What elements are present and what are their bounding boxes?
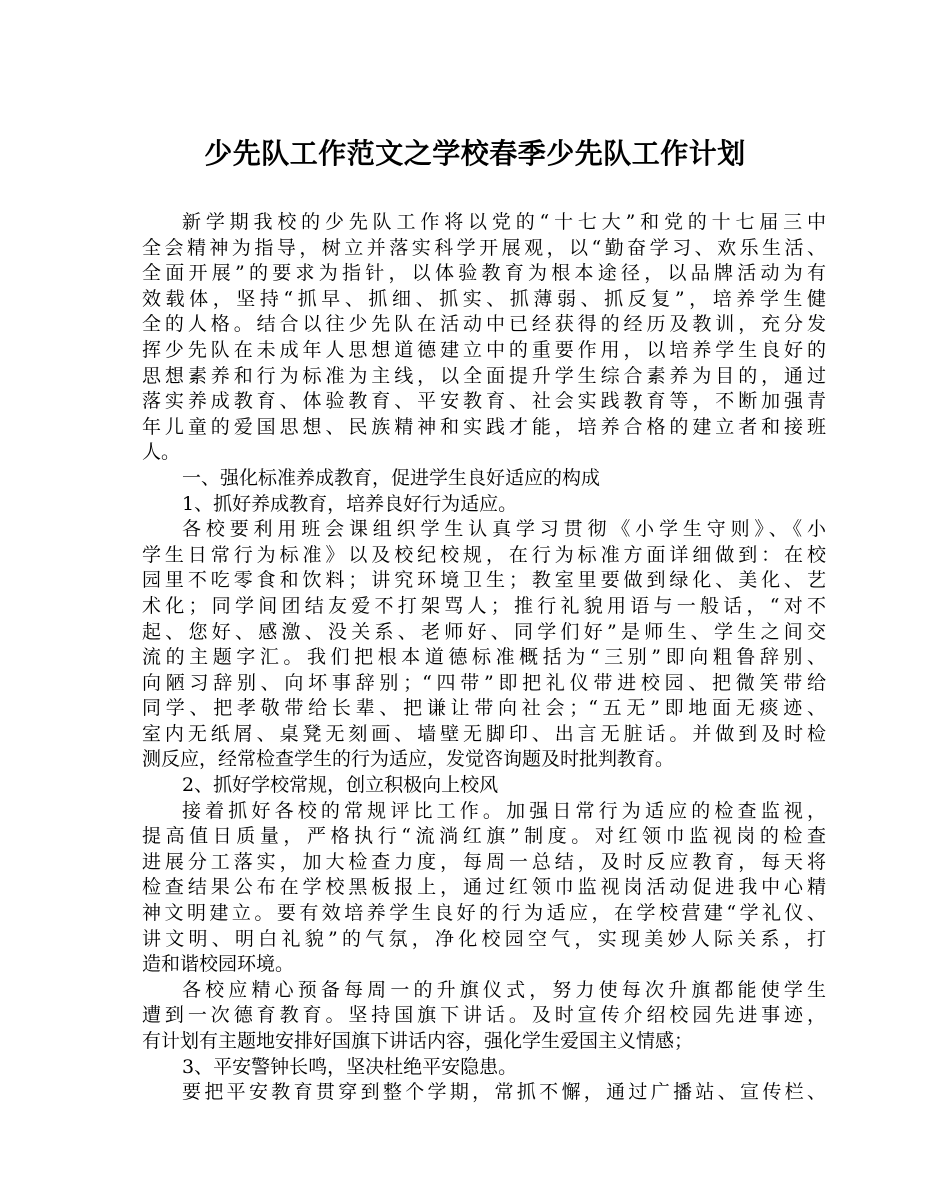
text-line: 有计划有主题地安排好国旗下讲话内容，强化学生爱国主义情感； — [142, 1030, 694, 1052]
text-line: 向陋习辞别、向坏事辞别；“四带”即把礼仪带进校园、把微笑带给 — [142, 671, 826, 694]
text-line: 效载体，坚持“抓早、抓细、抓实、抓薄弱、抓反复”，培养学生健 — [142, 287, 826, 310]
text-line: 园里不吃零食和饮料；讲究环境卫生；教室里要做到绿化、美化、艺 — [142, 569, 826, 592]
text-line: 挥少先队在未成年人思想道德建立中的重要作用，以培养学生良好的 — [142, 338, 826, 361]
text-line: 提高值日质量，严格执行“流淌红旗”制度。对红领巾监视岗的检查 — [142, 825, 826, 848]
text-line: 各校应精心预备每周一的升旗仪式，努力使每次升旗都能使学生 — [182, 978, 826, 1001]
text-line: 测反应，经常检查学生的行为适应，发觉咨询题及时批判教育。 — [142, 748, 675, 771]
text-line: 年儿童的爱国思想、民族精神和实践才能，培养合格的建立者和接班 — [142, 415, 826, 438]
text-line: 流的主题字汇。我们把根本道德标准概括为“三别”即向粗鲁辞别、 — [142, 646, 826, 669]
section-heading: 一、强化标准养成教育，促进学生良好适应的构成 — [182, 466, 601, 489]
text-line: 神文明建立。要有效培养学生良好的行为适应，在学校营建“学礼仪、 — [142, 902, 826, 925]
text-line: 造和谐校园环境。 — [142, 953, 295, 976]
text-line: 进展分工落实，加大检查力度，每周一总结，及时反应教育，每天将 — [142, 850, 826, 873]
text-line: 室内无纸屑、桌凳无刻画、墙壁无脚印、出言无脏话。并做到及时检 — [142, 722, 826, 745]
text-line: 学生日常行为标准》以及校纪校规，在行为标准方面详细做到：在校 — [142, 543, 826, 566]
subsection-heading: 3、平安警钟长鸣，坚决杜绝平安隐患。 — [182, 1055, 518, 1078]
text-line: 遭到一次德育教育。坚持国旗下讲话。及时宣传介绍校园先进事迹， — [142, 1004, 826, 1027]
text-line: 落实养成教育、体验教育、平安教育、社会实践教育等，不断加强青 — [142, 390, 826, 413]
text-line: 起、您好、感激、没关系、老师好、同学们好”是师生、学生之间交 — [142, 620, 826, 643]
document-body — [142, 210, 826, 1106]
text-line: 术化；同学间团结友爱不打架骂人；推行礼貌用语与一般话，“对不 — [142, 594, 826, 617]
text-line: 要把平安教育贯穿到整个学期，常抓不懈，通过广播站、宣传栏、 — [182, 1081, 826, 1104]
text-line: 各校要利用班会课组织学生认真学习贯彻《小学生守则》、《小 — [182, 518, 826, 541]
text-line: 同学、把孝敬带给长辈、把谦让带向社会；“五无”即地面无痰迹、 — [142, 697, 826, 720]
text-line: 接着抓好各校的常规评比工作。加强日常行为适应的检查监视， — [182, 799, 826, 822]
document-title: 少先队工作范文之学校春季少先队工作计划 — [204, 137, 746, 170]
text-line: 新学期我校的少先队工作将以党的“十七大”和党的十七届三中 — [182, 211, 826, 233]
text-line: 检查结果公布在学校黑板报上，通过红领巾监视岗活动促进我中心精 — [142, 876, 826, 899]
subsection-heading: 2、抓好学校常规，创立积极向上校风 — [182, 774, 499, 797]
text-line: 全会精神为指导，树立并落实科学开展观，以“勤奋学习、欢乐生活、 — [142, 236, 826, 259]
text-line: 讲文明、明白礼貌”的气氛，净化校园空气，实现美妙人际关系，打 — [142, 927, 826, 950]
text-line: 思想素养和行为标准为主线，以全面提升学生综合素养为目的，通过 — [142, 364, 826, 387]
subsection-heading: 1、抓好养成教育，培养良好行为适应。 — [182, 492, 518, 515]
text-line: 人。 — [142, 441, 181, 464]
text-line: 全面开展”的要求为指针，以体验教育为根本途径，以品牌活动为有 — [142, 262, 826, 285]
text-line: 全的人格。结合以往少先队在活动中已经获得的经历及教训，充分发 — [142, 313, 826, 336]
